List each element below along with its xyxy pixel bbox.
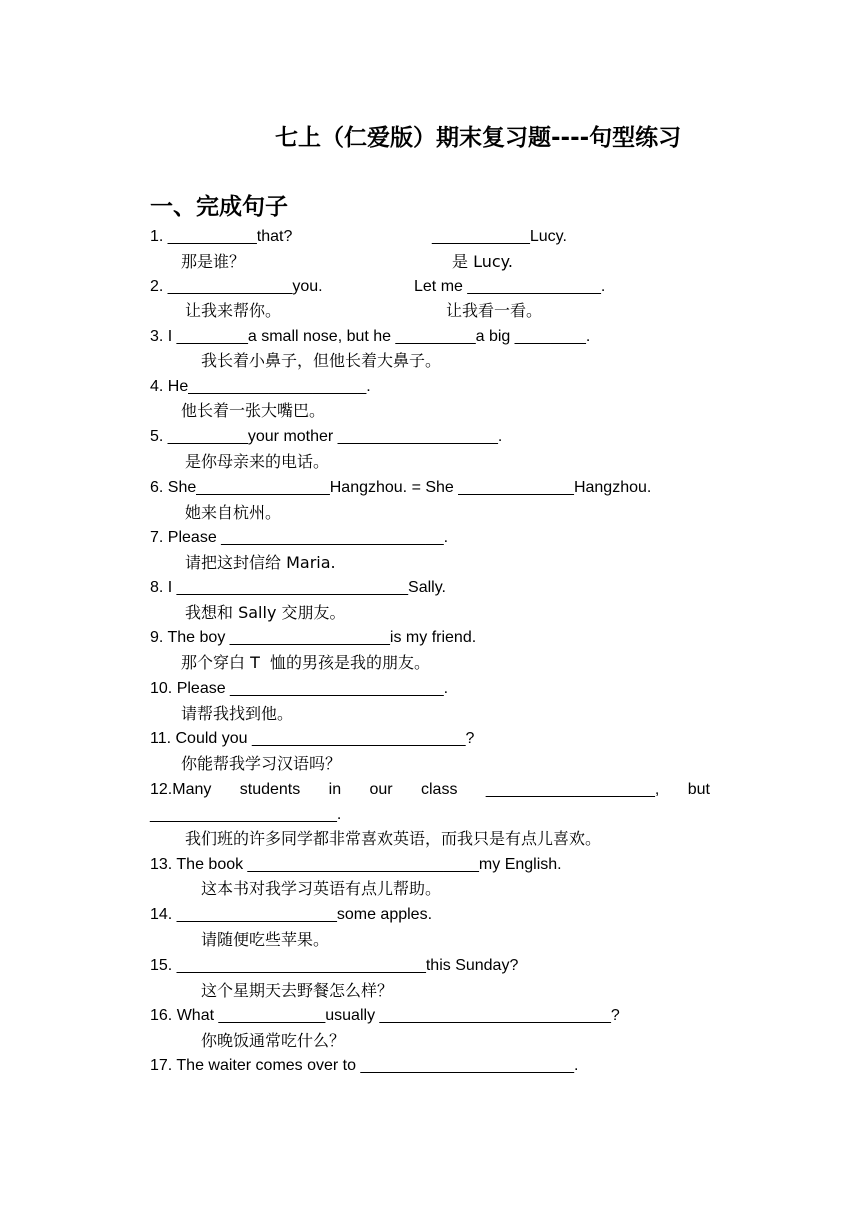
item-15-cn: 这个星期天去野餐怎么样？	[201, 981, 394, 1000]
item-9-en: 9. The boy __________________is my friend.	[150, 629, 477, 646]
item-7-en: 7. Please _________________________.	[150, 529, 449, 546]
item-10-en: 10. Please ________________________.	[150, 680, 449, 697]
item-15-en: 15. ____________________________this Sunday?	[150, 957, 519, 974]
item-13-en: 13. The book __________________________my English.	[150, 856, 562, 873]
item-12-cn: 我们班的许多同学都非常喜欢英语，而我只是有点儿喜欢。	[185, 829, 602, 848]
item-14-cn: 请随便吃些苹果。	[201, 930, 330, 949]
item-16-cn: 你晚饭通常吃什么？	[201, 1031, 346, 1050]
item-12-word: 12.Many	[150, 781, 212, 798]
item-6-en: 6. She_______________Hangzhou. = She _____________Hangzhou.	[150, 479, 652, 496]
item-2-cn-a: 让我来帮你。	[185, 301, 282, 320]
item-12-en	[150, 780, 710, 800]
item-1-en-a: 1. __________that?	[150, 228, 293, 245]
document-title: 七上（仁爱版）期末复习题----句型练习	[275, 125, 682, 151]
item-9-cn: 那个穿白 T 恤的男孩是我的朋友。	[181, 653, 431, 672]
item-4-cn: 他长着一张大嘴巴。	[181, 401, 326, 420]
item-3-en: 3. I ________a small nose, but he _________a big ________.	[150, 328, 591, 345]
item-5-en: 5. _________your mother __________________.	[150, 428, 503, 445]
item-11-cn: 你能帮我学习汉语吗？	[181, 754, 342, 773]
item-12-word: ___________________,	[485, 781, 660, 798]
section-heading: 一、完成句子	[150, 194, 288, 220]
item-12-word: class	[421, 781, 458, 798]
item-1-cn-a: 那是谁？	[181, 252, 246, 271]
item-4-en: 4. He____________________.	[150, 378, 371, 395]
item-2-en-a: 2. ______________you.	[150, 278, 323, 295]
item-3-cn: 我长着小鼻子，但他长着大鼻子。	[201, 351, 442, 370]
item-12-word: in	[328, 781, 342, 798]
item-14-en: 14. __________________some apples.	[150, 906, 433, 923]
item-5-cn: 是你母亲来的电话。	[185, 452, 330, 471]
item-12-word: students	[239, 781, 301, 798]
item-1-cn-b: 是 Lucy.	[452, 252, 513, 271]
item-7-cn: 请把这封信给 Maria.	[185, 553, 336, 572]
item-6-cn: 她来自杭州。	[185, 503, 282, 522]
item-2-cn-b: 让我看一看。	[446, 301, 543, 320]
item-2-en-b: Let me _______________.	[414, 278, 606, 295]
item-8-en: 8. I __________________________Sally.	[150, 579, 446, 596]
item-12-en-cont: _____________________.	[150, 806, 342, 823]
item-12-word: but	[687, 781, 710, 798]
item-13-cn: 这本书对我学习英语有点儿帮助。	[201, 879, 442, 898]
item-11-en: 11. Could you ________________________?	[150, 730, 475, 747]
item-1-en-b: ___________Lucy.	[432, 228, 567, 245]
item-10-cn: 请帮我找到他。	[181, 704, 294, 723]
item-16-en: 16. What ____________usually __________________________?	[150, 1007, 620, 1024]
item-8-cn: 我想和 Sally 交朋友。	[185, 603, 346, 622]
item-12-word: our	[369, 781, 393, 798]
item-17-en: 17. The waiter comes over to ________________________.	[150, 1057, 579, 1074]
